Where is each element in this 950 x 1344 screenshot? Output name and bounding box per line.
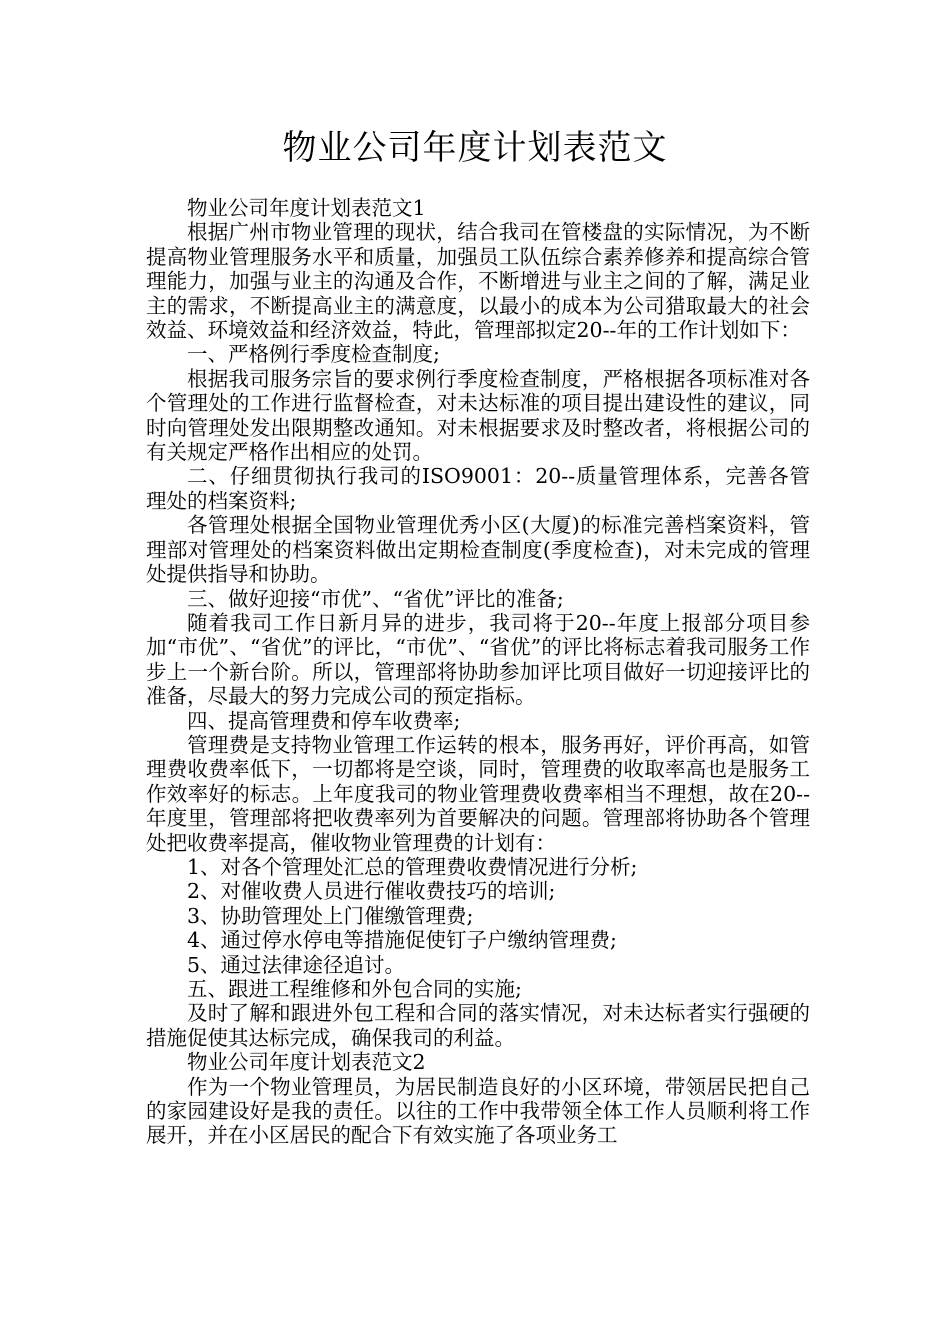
paragraph: 根据广州市物业管理的现状，结合我司在管楼盘的实际情况，为不断提高物业管理服务水平和质量，加强员工队伍综合素养修养和提高综合管理能力，加强与业主的沟通及合作，不断增进与业主之间的了解，满足业主的需求，不断提高业主的满意度，以最小的成本为公司猎取最大的社会效益、环境效益和经济效益，特此，管理部拟定20--年的工作计划如下： (146, 220, 810, 343)
paragraph: 管理费是支持物业管理工作运转的根本，服务再好，评价再高，如管理费收费率低下，一切都将是空谈，同时，管理费的收取率高也是服务工作效率好的标志。上年度我司的物业管理费收费率相当不理想，故在20--年度里，管理部将把收费率列为首要解决的问题。管理部将协助各个管理处把收费率提高，催收物业管理费的计划有： (146, 732, 810, 855)
item-heading: 一、严格例行季度检查制度; (187, 342, 440, 367)
list-item: 5、通过法律途径追讨。 (187, 952, 406, 977)
item-heading: 五、跟进工程维修和外包合同的实施; (187, 977, 522, 1001)
paragraph: 作为一个物业管理员，为居民制造良好的小区环境，带领居民把自己的家园建设好是我的责任。以往的工作中我带领全体工作人员顺利将工作展开，并在小区居民的配合下有效实施了各项业务工 (146, 1074, 810, 1148)
list-item: 4、通过停水停电等措施促使钉子户缴纳管理费; (187, 928, 617, 953)
document-body (146, 196, 810, 1148)
list-item: 1、对各个管理处汇总的管理费收费情况进行分析; (187, 854, 638, 879)
section-heading-2: 物业公司年度计划表范文2 (187, 1050, 426, 1075)
section-heading-1: 物业公司年度计划表范文1 (187, 196, 426, 220)
document-title: 物业公司年度计划表范文 (282, 128, 668, 168)
item-heading: 三、做好迎接“市优”、“省优”评比的准备; (187, 586, 564, 611)
list-item: 2、对催收费人员进行催收费技巧的培训; (187, 879, 556, 904)
item-heading: 四、提高管理费和停车收费率; (187, 708, 461, 733)
paragraph: 各管理处根据全国物业管理优秀小区(大厦)的标准完善档案资料，管理部对管理处的档案资料做出定期检查制度(季度检查)，对未完成的管理处提供指导和协助。 (146, 513, 810, 587)
item-heading: 二、仔细贯彻执行我司的ISO9001：20--质量管理体系，完善各管理处的档案资料; (146, 464, 810, 513)
list-item: 3、协助管理处上门催缴管理费; (187, 903, 474, 928)
paragraph: 及时了解和跟进外包工程和合同的落实情况，对未达标者实行强硬的措施促使其达标完成，确保我司的利益。 (146, 1001, 810, 1050)
paragraph: 随着我司工作日新月异的进步，我司将于20--年度上报部分项目参加“市优”、“省优”的评比，“市优”、“省优”的评比将标志着我司服务工作步上一个新台阶。所以，管理部将协助参加评比项目做好一切迎接评比的准备，尽最大的努力完成公司的预定指标。 (146, 610, 810, 709)
paragraph: 根据我司服务宗旨的要求例行季度检查制度，严格根据各项标准对各个管理处的工作进行监督检查，对未达标准的项目提出建设性的建议，同时向管理处发出限期整改通知。对未根据要求及时整改者，将根据公司的有关规定严格作出相应的处罚。 (146, 366, 810, 465)
